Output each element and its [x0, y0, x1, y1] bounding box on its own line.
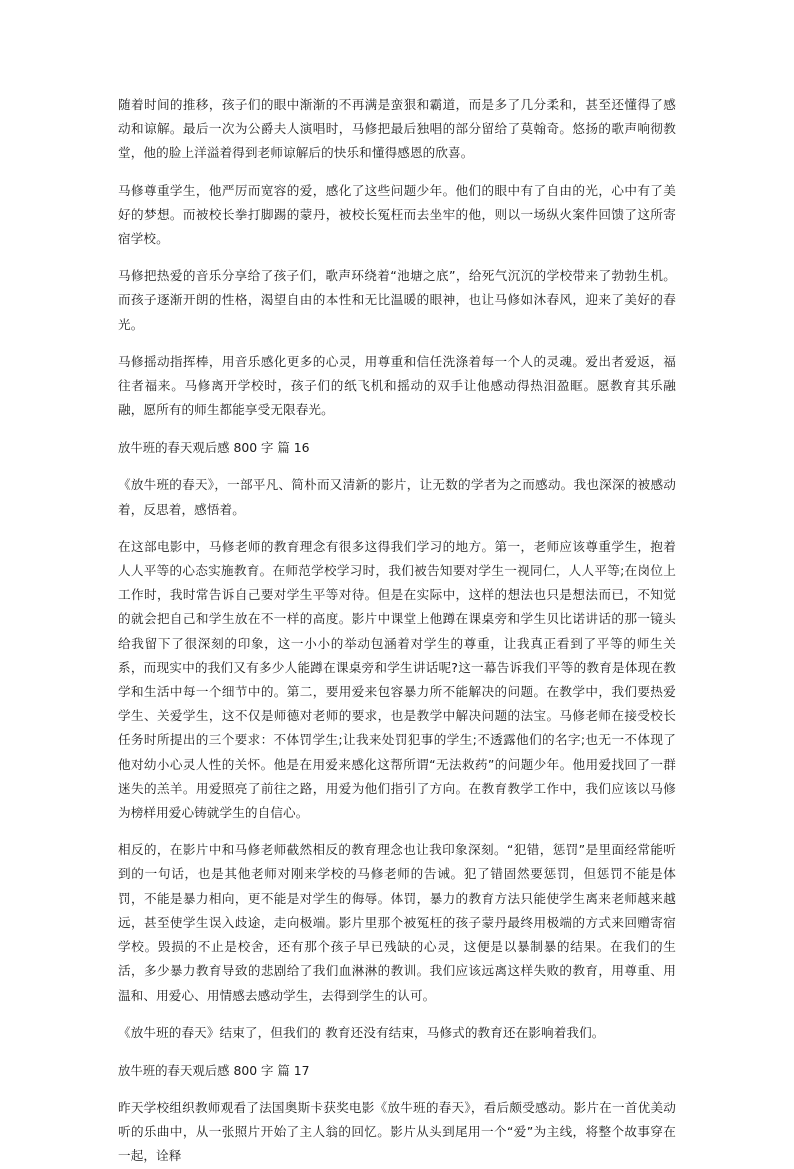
paragraph: 在这部电影中，马修老师的教育理念有很多这得我们学习的地方。第一，老师应该尊重学生，抱着人人平等的心态实施教育。在师范学校学习时，我们被告知要对学生一视同仁，人人平等;在岗位上工作时，我时常告诉自己要对学生平等对待。但是在实际中，这样的想法也只是想法而已，不知觉的就会把自己和学生放在不一样的高度。影片中课堂上他蹲在课桌旁和学生贝比诺讲话的那一镜头给我留下了很深刻的印象，这一小小的举动包涵着对学生的尊重，让我真正看到了平等的师生关系，而现实中的我们又有多少人能蹲在课桌旁和学生讲话呢?这一幕告诉我们平等的教育是体现在教学和生活中每一个细节中的。第二，要用爱来包容暴力所不能解决的问题。在教学中，我们要热爱学生、关爱学生，这不仅是师德对老师的要求，也是教学中解决问题的法宝。马修老师在接受校长任务时所提出的三个要求：不体罚学生;让我来处罚犯事的学生;不透露他们的名字;也无一不体现了他对幼小心灵人性的关怀。他是在用爱来感化这帮所谓“无法救药”的问题少年。他用爱找回了一群迷失的羔羊。用爱照亮了前往之路，用爱为他们指引了方向。在教育教学工作中，我们应该以马修为榜样用爱心铸就学生的自信心。 — [118, 538, 676, 821]
paragraph: 《放牛班的春天》结束了，但我们的 教育还没有结束，马修式的教育还在影响着我们。 — [118, 1024, 605, 1040]
paragraph: 马修把热爱的音乐分享给了孩子们，歌声环绕着“池塘之底”，给死气沉沉的学校带来了勃勃生机。而孩子逐渐开朗的性格，渴望自由的本性和无比温暖的眼神，也让马修如沐春风，迎来了美好的春光。 — [118, 268, 676, 332]
section-heading-16: 放牛班的春天观后感 800 字 篇 16 — [118, 440, 310, 456]
paragraph: 《放牛班的春天》，一部平凡、简朴而又清新的影片，让无数的学者为之而感动。我也深深的被感动着，反思着，感悟着。 — [118, 477, 676, 517]
paragraph: 相反的，在影片中和马修老师截然相反的教育理念也让我印象深刻。“犯错，惩罚”是里面经常能听到的一句话，也是其他老师对刚来学校的马修老师的告诫。犯了错固然要惩罚，但惩罚不能是体罚，不能是暴力相向，更不能是对学生的侮辱。体罚，暴力的教育方法只能使学生离来老师越来越远，甚至使学生误入歧途，走向极端。影片里那个被冤枉的孩子蒙丹最终用极端的方式来回赠寄宿学校。毁损的不止是校舍，还有那个孩子早已残缺的心灵，这便是以暴制暴的结果。在我们的生活，多少暴力教育导致的悲剧给了我们血淋淋的教训。我们应该远离这样失败的教育，用尊重、用温和、用爱心、用情感去感动学生，去得到学生的认可。 — [118, 842, 676, 1003]
paragraph: 马修尊重学生，他严厉而宽容的爱，感化了这些问题少年。他们的眼中有了自由的光，心中有了美好的梦想。而被校长拳打脚踢的蒙丹，被校长冤枉而去坐牢的他，则以一场纵火案件回馈了这所寄宿学校。 — [118, 182, 676, 247]
paragraph: 昨天学校组织教师观看了法国奥斯卡获奖电影《放牛班的春天》，看后颇受感动。影片在一首优美动听的乐曲中，从一张照片开始了主人翁的回忆。影片从头到尾用一个“爱”为主线，将整个故事穿在一起，诠释 — [118, 1099, 676, 1164]
paragraph: 马修摇动指挥棒，用音乐感化更多的心灵，用尊重和信任洗涤着每一个人的灵魂。爱出者爱返，福往者福来。马修离开学校时，孩子们的纸飞机和摇动的双手让他感动得热泪盈眶。愿教育其乐融融，愿所有的师生都能享受无限春光。 — [118, 353, 676, 418]
section-heading-17: 放牛班的春天观后感 800 字 篇 17 — [118, 1062, 310, 1078]
paragraph: 随着时间的推移，孩子们的眼中渐渐的不再满是蛮狠和霸道，而是多了几分柔和，甚至还懂得了感动和谅解。最后一次为公爵夫人演唱时，马修把最后独唱的部分留给了莫翰奇。悠扬的歌声响彻教堂，他的脸上洋溢着得到老师谅解后的快乐和懂得感恩的欣喜。 — [118, 97, 676, 161]
